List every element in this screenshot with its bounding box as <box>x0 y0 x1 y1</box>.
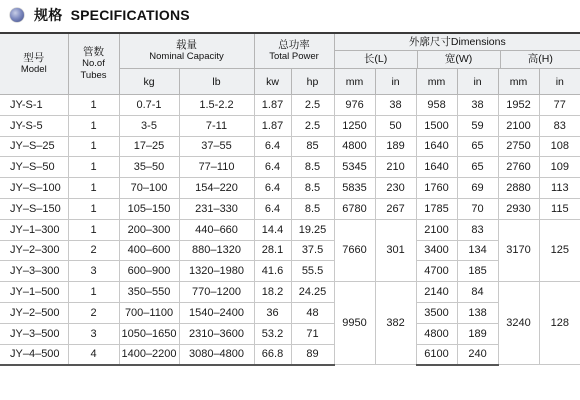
cell-model: JY–1–500 <box>0 282 68 303</box>
cell-height-mm-group-300: 3170 <box>498 219 539 281</box>
cell-length-mm: 5345 <box>334 157 375 178</box>
unit-height-mm: mm <box>498 69 539 95</box>
cell-length-mm: 1250 <box>334 115 375 136</box>
cell-width-mm: 2100 <box>416 219 457 240</box>
table-row <box>0 261 580 282</box>
cell-width-mm: 4800 <box>416 323 457 344</box>
table-row <box>0 323 580 344</box>
cell-kg: 350–550 <box>119 282 179 303</box>
cell-width-in: 185 <box>457 261 498 282</box>
cell-width-mm: 1640 <box>416 136 457 157</box>
cell-length-in-group-300: 301 <box>375 219 416 281</box>
cell-width-in: 65 <box>457 157 498 178</box>
cell-lb: 1320–1980 <box>179 261 254 282</box>
cell-lb: 3080–4800 <box>179 344 254 365</box>
cell-model: JY-S-1 <box>0 95 68 116</box>
cell-length-in: 230 <box>375 178 416 199</box>
cell-height-in: 109 <box>539 157 580 178</box>
cell-hp: 24.25 <box>291 282 334 303</box>
cell-kg: 400–600 <box>119 240 179 261</box>
bullet-icon <box>10 8 24 22</box>
cell-tubes: 1 <box>68 95 119 116</box>
header-dimensions-label: 外廓尺寸Dimensions <box>335 34 580 51</box>
cell-kw: 36 <box>254 302 291 323</box>
unit-length-in: in <box>375 69 416 95</box>
cell-length-mm: 5835 <box>334 178 375 199</box>
cell-length-in: 50 <box>375 115 416 136</box>
unit-lb: lb <box>179 69 254 95</box>
cell-height-mm-group-500: 3240 <box>498 282 539 365</box>
cell-length-mm-group-500: 9950 <box>334 282 375 365</box>
cell-width-mm: 1785 <box>416 198 457 219</box>
header-length: 长(L) <box>335 51 418 68</box>
cell-kw: 53.2 <box>254 323 291 344</box>
cell-tubes: 1 <box>68 282 119 303</box>
header-tubes: 管数 No.of Tubes <box>68 34 119 95</box>
cell-width-in: 189 <box>457 323 498 344</box>
table-row <box>0 344 580 365</box>
cell-height-mm: 2760 <box>498 157 539 178</box>
cell-hp: 2.5 <box>291 95 334 116</box>
cell-model: JY–1–300 <box>0 219 68 240</box>
cell-tubes: 2 <box>68 302 119 323</box>
cell-tubes: 4 <box>68 344 119 365</box>
cell-width-in: 138 <box>457 302 498 323</box>
cell-height-mm: 2880 <box>498 178 539 199</box>
unit-kw: kw <box>254 69 291 95</box>
header-capacity: 载量 Nominal Capacity <box>119 34 254 69</box>
cell-hp: 8.5 <box>291 198 334 219</box>
cell-length-in-group-500: 382 <box>375 282 416 365</box>
cell-lb: 231–330 <box>179 198 254 219</box>
cell-kw: 1.87 <box>254 95 291 116</box>
cell-width-in: 84 <box>457 282 498 303</box>
cell-length-mm: 976 <box>334 95 375 116</box>
cell-width-in: 65 <box>457 136 498 157</box>
cell-model: JY–3–300 <box>0 261 68 282</box>
cell-hp: 85 <box>291 136 334 157</box>
unit-width-mm: mm <box>416 69 457 95</box>
section-title: 规格 SPECIFICATIONS <box>34 7 190 23</box>
cell-kw: 6.4 <box>254 198 291 219</box>
cell-kw: 66.8 <box>254 344 291 365</box>
cell-lb: 770–1200 <box>179 282 254 303</box>
cell-kg: 700–1100 <box>119 302 179 323</box>
cell-height-in: 83 <box>539 115 580 136</box>
cell-length-in: 210 <box>375 157 416 178</box>
cell-kw: 28.1 <box>254 240 291 261</box>
cell-model: JY–4–500 <box>0 344 68 365</box>
cell-tubes: 1 <box>68 198 119 219</box>
unit-kg: kg <box>119 69 179 95</box>
cell-hp: 71 <box>291 323 334 344</box>
table-row <box>0 282 580 303</box>
cell-hp: 89 <box>291 344 334 365</box>
cell-tubes: 1 <box>68 219 119 240</box>
cell-width-in: 240 <box>457 344 498 365</box>
cell-width-mm: 1500 <box>416 115 457 136</box>
cell-length-in: 189 <box>375 136 416 157</box>
cell-width-mm: 4700 <box>416 261 457 282</box>
cell-model: JY–S–150 <box>0 198 68 219</box>
cell-tubes: 3 <box>68 261 119 282</box>
cell-hp: 48 <box>291 302 334 323</box>
cell-model: JY–S–25 <box>0 136 68 157</box>
cell-kw: 1.87 <box>254 115 291 136</box>
cell-width-mm: 1760 <box>416 178 457 199</box>
cell-kg: 35–50 <box>119 157 179 178</box>
cell-height-mm: 2930 <box>498 198 539 219</box>
cell-kg: 1400–2200 <box>119 344 179 365</box>
cell-lb: 154–220 <box>179 178 254 199</box>
header-width: 宽(W) <box>418 51 501 68</box>
cell-lb: 880–1320 <box>179 240 254 261</box>
cell-lb: 1.5-2.2 <box>179 95 254 116</box>
header-dimensions <box>334 34 580 69</box>
cell-width-mm: 958 <box>416 95 457 116</box>
cell-tubes: 1 <box>68 136 119 157</box>
cell-height-in: 77 <box>539 95 580 116</box>
cell-lb: 7-11 <box>179 115 254 136</box>
cell-hp: 19.25 <box>291 219 334 240</box>
cell-lb: 77–110 <box>179 157 254 178</box>
cell-kg: 0.7-1 <box>119 95 179 116</box>
cell-height-in-group-300: 125 <box>539 219 580 281</box>
cell-model: JY–S–100 <box>0 178 68 199</box>
cell-width-in: 70 <box>457 198 498 219</box>
cell-height-mm: 2750 <box>498 136 539 157</box>
cell-kg: 1050–1650 <box>119 323 179 344</box>
table-row <box>0 302 580 323</box>
table-row <box>0 115 580 136</box>
cell-width-mm: 6100 <box>416 344 457 365</box>
cell-model: JY–2–500 <box>0 302 68 323</box>
cell-tubes: 1 <box>68 115 119 136</box>
cell-kw: 6.4 <box>254 136 291 157</box>
cell-kw: 14.4 <box>254 219 291 240</box>
header-height: 高(H) <box>527 53 553 65</box>
cell-length-mm: 4800 <box>334 136 375 157</box>
cell-height-mm: 1952 <box>498 95 539 116</box>
header-power: 总功率 Total Power <box>254 34 334 69</box>
cell-tubes: 1 <box>68 157 119 178</box>
cell-model: JY-S-5 <box>0 115 68 136</box>
cell-height-mm: 2100 <box>498 115 539 136</box>
cell-kg: 600–900 <box>119 261 179 282</box>
cell-tubes: 2 <box>68 240 119 261</box>
cell-tubes: 3 <box>68 323 119 344</box>
cell-lb: 1540–2400 <box>179 302 254 323</box>
cell-kg: 70–100 <box>119 178 179 199</box>
cell-kw: 6.4 <box>254 178 291 199</box>
cell-width-mm: 2140 <box>416 282 457 303</box>
cell-width-in: 59 <box>457 115 498 136</box>
cell-kw: 6.4 <box>254 157 291 178</box>
cell-kw: 41.6 <box>254 261 291 282</box>
unit-width-in: in <box>457 69 498 95</box>
cell-length-mm-group-300: 7660 <box>334 219 375 281</box>
cell-tubes: 1 <box>68 178 119 199</box>
cell-lb: 37–55 <box>179 136 254 157</box>
table-row <box>0 240 580 261</box>
cell-hp: 2.5 <box>291 115 334 136</box>
cell-hp: 8.5 <box>291 178 334 199</box>
cell-height-in: 113 <box>539 178 580 199</box>
cell-width-in: 83 <box>457 219 498 240</box>
cell-height-in: 108 <box>539 136 580 157</box>
cell-width-in: 38 <box>457 95 498 116</box>
unit-hp: hp <box>291 69 334 95</box>
cell-length-in: 267 <box>375 198 416 219</box>
cell-kg: 105–150 <box>119 198 179 219</box>
cell-length-mm: 6780 <box>334 198 375 219</box>
cell-hp: 37.5 <box>291 240 334 261</box>
table-row <box>0 136 580 157</box>
cell-model: JY–3–500 <box>0 323 68 344</box>
table-row <box>0 157 580 178</box>
cell-kg: 17–25 <box>119 136 179 157</box>
specifications-table <box>0 34 580 366</box>
cell-width-mm: 1640 <box>416 157 457 178</box>
header-model: 型号 Model <box>0 34 68 95</box>
cell-hp: 55.5 <box>291 261 334 282</box>
cell-length-in: 38 <box>375 95 416 116</box>
cell-lb: 440–660 <box>179 219 254 240</box>
cell-width-mm: 3500 <box>416 302 457 323</box>
section-heading <box>10 4 190 26</box>
unit-length-mm: mm <box>334 69 375 95</box>
cell-width-in: 134 <box>457 240 498 261</box>
cell-kg: 200–300 <box>119 219 179 240</box>
unit-height-in: in <box>539 69 580 95</box>
table-row <box>0 178 580 199</box>
cell-model: JY–S–50 <box>0 157 68 178</box>
table-row <box>0 198 580 219</box>
cell-height-in: 115 <box>539 198 580 219</box>
cell-width-mm: 3400 <box>416 240 457 261</box>
cell-model: JY–2–300 <box>0 240 68 261</box>
table-row <box>0 95 580 116</box>
cell-height-in-group-500: 128 <box>539 282 580 365</box>
cell-hp: 8.5 <box>291 157 334 178</box>
cell-lb: 2310–3600 <box>179 323 254 344</box>
cell-kw: 18.2 <box>254 282 291 303</box>
cell-kg: 3-5 <box>119 115 179 136</box>
cell-width-in: 69 <box>457 178 498 199</box>
table-row <box>0 219 580 240</box>
